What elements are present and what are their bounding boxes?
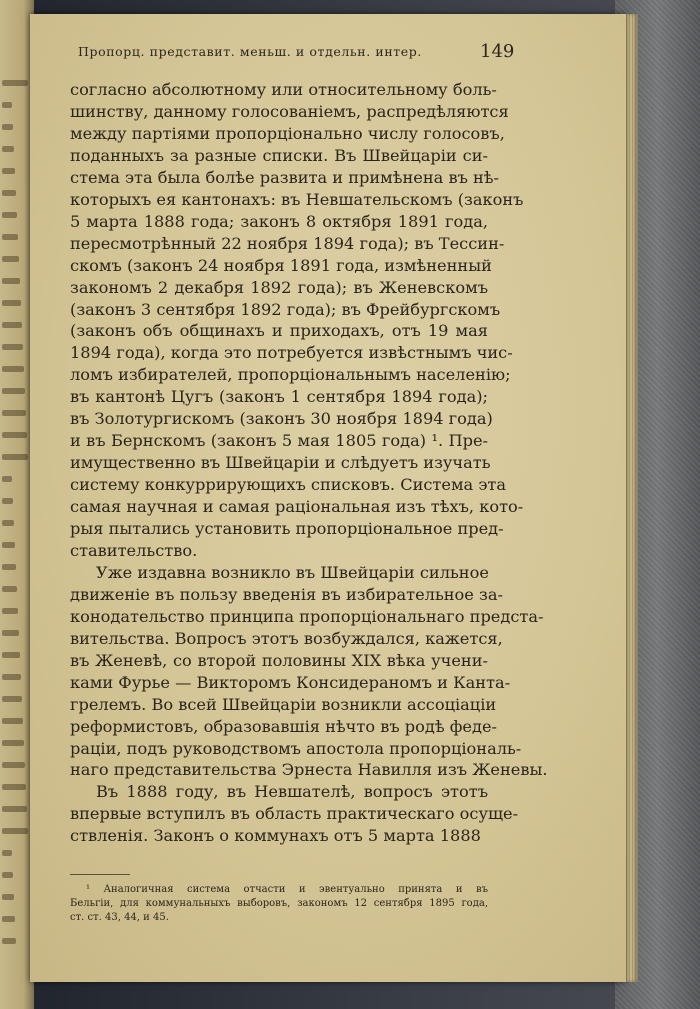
previous-page-text-fragment xyxy=(2,190,16,196)
text-line: движеніе въ пользу введенія въ избирательное за- xyxy=(70,584,503,604)
previous-page-text-fragment xyxy=(2,696,22,702)
previous-page-text-fragment xyxy=(2,300,21,306)
previous-page-text-fragment xyxy=(2,520,14,526)
previous-page-text-fragment xyxy=(2,564,16,570)
previous-page-text-fragment xyxy=(2,652,20,658)
previous-page-text-fragment xyxy=(2,784,26,790)
previous-page-text-fragment xyxy=(2,872,13,878)
footnote-line: Бельгіи, для коммунальныхъ выборовъ, закономъ 12 сентября 1895 года, xyxy=(70,898,488,909)
text-line: наго представительства Эрнеста Навилля изъ Женевы. xyxy=(70,760,548,780)
text-line: поданныхъ за разные списки. Въ Швейцаріи си- xyxy=(70,145,488,165)
text-line: вительства. Вопросъ этотъ возбуждался, кажется, xyxy=(70,628,503,648)
text-line: и въ Бернскомъ (законъ 5 мая 1805 года) ¹. Пре- xyxy=(70,431,488,451)
text-line: ломъ избирателей, пропорціональнымъ населенію; xyxy=(70,365,511,385)
text-line: рыя пытались установить пропорціональное пред- xyxy=(70,519,504,538)
text-line: закономъ 2 декабря 1892 года); въ Женевскомъ xyxy=(70,277,488,297)
text-line: 5 марта 1888 года; законъ 8 октября 1891 года, xyxy=(70,211,488,231)
text-line: (законъ объ общинахъ и приходахъ, отъ 19 мая xyxy=(70,321,488,341)
previous-page-text-fragment xyxy=(2,454,28,460)
previous-page-text-fragment xyxy=(2,674,21,680)
previous-page-text-fragment xyxy=(2,894,14,900)
previous-page-text-fragment xyxy=(2,828,28,834)
previous-page-text-fragment xyxy=(2,278,20,284)
previous-page-text-fragment xyxy=(2,608,18,614)
text-line: пересмотрѣнный 22 ноября 1894 года); въ Тессин- xyxy=(70,233,505,253)
previous-page-text-fragment xyxy=(2,740,24,746)
previous-page-text-fragment xyxy=(2,850,12,856)
text-line: ками Фурье — Викторомъ Консидераномъ и Канта- xyxy=(70,672,511,692)
text-line: имущественно въ Швейцаріи и слѣдуетъ изучать xyxy=(70,453,491,473)
previous-page-text-fragment xyxy=(2,80,28,86)
previous-page-text-fragment xyxy=(2,322,22,328)
running-header: Пропорц. представит. меньш. и отдельн. интер. xyxy=(78,44,422,59)
previous-page-text-fragment xyxy=(2,938,16,944)
previous-page-text-fragment xyxy=(2,366,24,372)
previous-page-text-fragment xyxy=(2,388,25,394)
text-line: самая научная и самая раціональная изъ тѣхъ, кото- xyxy=(70,497,524,517)
previous-page-text-fragment xyxy=(2,432,27,438)
footnote-line: ст. ст. 43, 44, и 45. xyxy=(70,912,169,923)
footnote-rule xyxy=(70,874,130,875)
text-line: раціи, подъ руководствомъ апостола пропорціональ- xyxy=(70,738,522,758)
text-line: грелемъ. Во всей Швейцаріи возникли ассоціаціи xyxy=(70,694,497,714)
previous-page-text-fragment xyxy=(2,234,18,240)
text-line: въ кантонѣ Цугъ (законъ 1 сентября 1894 года); xyxy=(70,387,488,407)
text-line: (законъ 3 сентября 1892 года); въ Фрейбургскомъ xyxy=(70,299,501,319)
text-line: впервые вступилъ въ область практическаго осуще- xyxy=(70,804,519,824)
previous-page-text-fragment xyxy=(2,102,12,108)
previous-page-text-fragment xyxy=(2,630,19,636)
text-line: 1894 года), когда это потребуется извѣстнымъ чис- xyxy=(70,343,513,363)
footnote-line: ¹ Аналогичная система отчасти и эвентуально принята и въ xyxy=(86,884,488,895)
text-line: конодательство принципа пропорціональнаго предста- xyxy=(70,606,544,626)
previous-page-text-fragment xyxy=(2,212,17,218)
text-line: Въ 1888 году, въ Невшателѣ, вопросъ этотъ xyxy=(96,782,488,802)
previous-page-text-fragment xyxy=(2,124,13,130)
previous-page-text-fragment xyxy=(2,146,14,152)
text-line: ставительство. xyxy=(70,540,198,560)
previous-page-text-fragment xyxy=(2,344,23,350)
previous-page-text-fragment xyxy=(2,806,27,812)
previous-page-text-fragment xyxy=(2,586,17,592)
text-line: между партіями пропорціонально числу голосовъ, xyxy=(70,123,505,143)
text-line: шинству, данному голосованіемъ, распредѣляются xyxy=(70,101,509,121)
previous-page-text-fragment xyxy=(2,498,13,504)
text-line: Уже издавна возникло въ Швейцаріи сильное xyxy=(96,562,489,582)
previous-page-text-fragment xyxy=(2,410,26,416)
text-line: реформистовъ, образовавшія нѣчто въ родѣ феде- xyxy=(70,716,498,736)
text-line: въ Женевѣ, со второй половины XIX вѣка учени- xyxy=(70,650,488,670)
text-line: ствленія. Законъ о коммунахъ отъ 5 марта 1888 xyxy=(70,826,481,846)
text-line: скомъ (законъ 24 ноября 1891 года, измѣненный xyxy=(70,255,492,275)
text-line: въ Золотургискомъ (законъ 30 ноября 1894 года) xyxy=(70,409,493,429)
previous-page-text-fragment xyxy=(2,542,15,548)
previous-page-text-fragment xyxy=(2,762,25,768)
previous-page-text-fragment xyxy=(2,256,19,262)
previous-page-text-fragment xyxy=(2,718,23,724)
previous-page-text-fragment xyxy=(2,476,12,482)
page-number: 149 xyxy=(480,41,515,62)
previous-page-text-fragment xyxy=(2,168,15,174)
previous-page-text-fragment xyxy=(2,916,15,922)
text-line: которыхъ ея кантонахъ: въ Невшательскомъ (законъ xyxy=(70,189,524,209)
text-line: согласно абсолютному или относительному боль- xyxy=(70,80,497,99)
previous-page-edge xyxy=(0,0,34,1009)
text-line: систему конкуррирующихъ списковъ. Система эта xyxy=(70,475,507,495)
text-line: стема эта была болѣе развита и примѣнена въ нѣ- xyxy=(70,167,500,187)
